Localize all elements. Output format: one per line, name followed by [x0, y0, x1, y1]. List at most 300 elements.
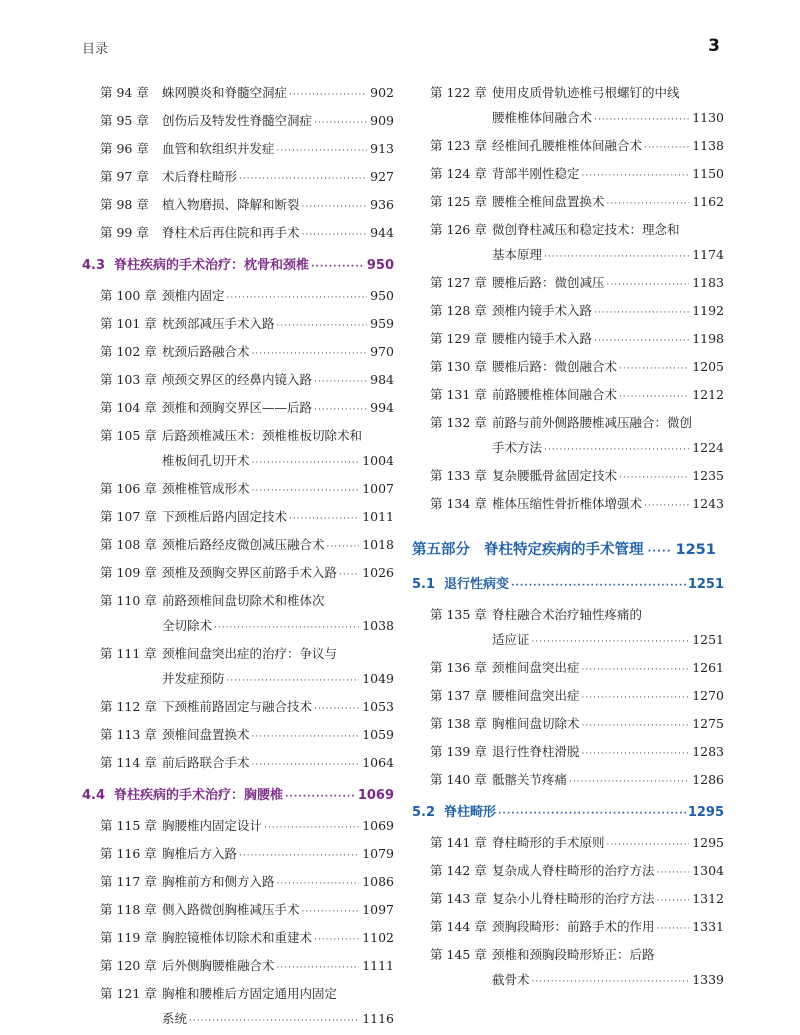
toc-entry[interactable]: [412, 133, 724, 161]
dot-leader: [314, 111, 367, 136]
chapter-title: 术后脊柱畸形: [162, 169, 238, 184]
chapter-title-block: [162, 80, 394, 108]
chapter-title: 血管和软组织并发症: [162, 141, 275, 156]
chapter-title-line: [162, 694, 394, 722]
chapter-number: 第 107 章: [100, 509, 157, 524]
chapter-title: 颈椎和颈胸交界区——后路: [162, 400, 313, 415]
chapter-title-line: [492, 242, 724, 270]
page-ref: 1295: [687, 805, 724, 820]
dot-leader: [314, 370, 367, 395]
toc-entry[interactable]: [412, 914, 724, 942]
chapter-title-line: [162, 504, 394, 532]
chapter-title: 全切除术: [162, 618, 213, 633]
dot-leader: [277, 872, 360, 897]
page-ref: 1251: [692, 632, 724, 647]
chapter-number: 第 126 章: [430, 222, 487, 237]
toc-entry[interactable]: [412, 270, 724, 298]
chapter-title-line: [162, 476, 394, 504]
chapter-title-line: [162, 423, 394, 448]
chapter-number: 第 135 章: [430, 607, 487, 622]
chapter-number: 第 137 章: [430, 688, 487, 703]
chapter-title-block: [492, 914, 724, 942]
toc-entry[interactable]: [412, 189, 724, 217]
chapter-title: 腰椎椎体间融合术: [492, 110, 593, 125]
chapter-number: 第 120 章: [100, 958, 157, 973]
chapter-number: 第 133 章: [430, 468, 487, 483]
toc-entry[interactable]: [82, 925, 394, 953]
chapter-title: 腰椎全椎间盘置换术: [492, 194, 605, 209]
toc-entry[interactable]: [82, 750, 394, 778]
chapter-title-line: [162, 841, 394, 869]
chapter-title-line: [492, 161, 724, 189]
chapter-title: 侧入路微创胸椎减压手术: [162, 902, 300, 917]
toc-entry[interactable]: [82, 813, 394, 841]
chapter-number: 第 102 章: [100, 344, 157, 359]
toc-right-column: [412, 80, 724, 995]
chapter-title-block: [492, 80, 724, 133]
chapter-title-block: [492, 683, 724, 711]
page-ref: 1270: [692, 688, 724, 703]
page-ref: 1086: [362, 874, 394, 889]
chapter-title: 骶髂关节疼痛: [492, 772, 568, 787]
toc-entry[interactable]: [82, 641, 394, 694]
chapter-title-block: [162, 925, 394, 953]
chapter-number: 第 111 章: [100, 646, 157, 661]
page-number: 3: [708, 36, 720, 56]
chapter-number: 第 123 章: [430, 138, 487, 153]
toc-entry[interactable]: [82, 504, 394, 532]
chapter-title: 腰椎后路：微创融合术: [492, 359, 618, 374]
chapter-number: 第 115 章: [100, 818, 157, 833]
toc-entry[interactable]: [82, 588, 394, 641]
page-ref: 1304: [692, 863, 724, 878]
chapter-title-line: [162, 925, 394, 953]
page-ref: 1049: [362, 671, 394, 686]
dot-leader: [289, 507, 359, 532]
chapter-number: 第 136 章: [430, 660, 487, 675]
toc-entry[interactable]: [412, 858, 724, 886]
page-ref: 970: [370, 344, 394, 359]
toc-entry[interactable]: [82, 80, 394, 108]
chapter-title-line: [492, 217, 724, 242]
chapter-title-block: [162, 192, 394, 220]
chapter-title: 胸椎和腰椎后方固定通用内固定: [162, 986, 338, 1001]
chapter-title-block: [162, 476, 394, 504]
page-ref: 1312: [692, 891, 724, 906]
chapter-title-line: [162, 897, 394, 925]
chapter-title: 退行性脊柱滑脱: [492, 744, 580, 759]
dot-leader: [582, 164, 690, 189]
section-number: 5.2: [412, 805, 436, 820]
dot-leader: [252, 451, 360, 476]
dot-leader: [582, 686, 690, 711]
toc-entry[interactable]: [82, 423, 394, 476]
chapter-title: 脊柱融合术治疗轴性疼痛的: [492, 607, 643, 622]
toc-entry[interactable]: [412, 463, 724, 491]
page-ref: 1183: [692, 275, 724, 290]
toc-entry[interactable]: [412, 711, 724, 739]
dot-leader: [314, 697, 359, 722]
chapter-title-line: [162, 164, 394, 192]
chapter-number: 第 116 章: [100, 846, 157, 861]
toc-entry[interactable]: [82, 476, 394, 504]
dot-leader: [289, 83, 367, 108]
page-ref: 1069: [357, 788, 394, 803]
chapter-title-block: [162, 339, 394, 367]
page-ref: 1283: [692, 744, 724, 759]
dot-leader: [285, 785, 356, 809]
chapter-number: 第 142 章: [430, 863, 487, 878]
part-title: 脊柱特定疾病的手术管理: [484, 542, 644, 558]
chapter-title: 颈椎椎管成形术: [162, 481, 250, 496]
chapter-title-line: [492, 858, 724, 886]
dot-leader: [644, 136, 689, 161]
toc-entry[interactable]: [412, 602, 724, 655]
chapter-number: 第 99 章: [100, 225, 149, 240]
page-ref: 1150: [692, 166, 724, 181]
chapter-number: 第 97 章: [100, 169, 149, 184]
chapter-title-block: [162, 164, 394, 192]
toc-entry[interactable]: [82, 311, 394, 339]
chapter-title-line: [162, 532, 394, 560]
dot-leader: [582, 742, 690, 767]
toc-entry[interactable]: [412, 739, 724, 767]
page-ref: 1130: [692, 110, 724, 125]
chapter-title-block: [492, 858, 724, 886]
chapter-number: 第 95 章: [100, 113, 149, 128]
chapter-number: 第 121 章: [100, 986, 157, 1001]
dot-leader: [227, 669, 360, 694]
chapter-title: 椎体压缩性骨折椎体增强术: [492, 496, 643, 511]
page-ref: 994: [370, 400, 394, 415]
chapter-title: 腰椎内镜手术入路: [492, 331, 593, 346]
toc-entry[interactable]: [412, 382, 724, 410]
chapter-title: 椎板间孔切开术: [162, 453, 250, 468]
page-ref: 1097: [362, 902, 394, 917]
dot-leader: [252, 753, 360, 778]
chapter-title-line: [492, 711, 724, 739]
chapter-title-line: [162, 339, 394, 367]
page-ref: 927: [370, 169, 394, 184]
section-number: 4.3: [82, 258, 106, 273]
chapter-title: 胸腰椎内固定设计: [162, 818, 263, 833]
chapter-title-line: [492, 683, 724, 711]
dot-leader: [619, 385, 689, 410]
page-ref: 1079: [362, 846, 394, 861]
chapter-title: 颈椎内镜手术入路: [492, 303, 593, 318]
chapter-title: 适应证: [492, 632, 530, 647]
chapter-title-block: [162, 981, 394, 1034]
page-ref: 1275: [692, 716, 724, 731]
chapter-title: 复杂小儿脊柱畸形的治疗方法: [492, 891, 655, 906]
chapter-title-line: [492, 463, 724, 491]
chapter-title-line: [492, 886, 724, 914]
section-heading[interactable]: [82, 254, 394, 279]
chapter-title: 颈椎间盘置换术: [162, 727, 250, 742]
toc-entry[interactable]: [412, 161, 724, 189]
dot-leader: [264, 816, 359, 841]
chapter-title-line: [492, 382, 724, 410]
chapter-title: 腰椎间盘突出症: [492, 688, 580, 703]
dot-leader: [532, 970, 690, 995]
chapter-title-block: [492, 382, 724, 410]
chapter-number: 第 145 章: [430, 947, 487, 962]
chapter-title-block: [162, 841, 394, 869]
chapter-title: 颈椎间盘突出症: [492, 660, 580, 675]
chapter-number: 第 118 章: [100, 902, 157, 917]
page-ref: 1026: [362, 565, 394, 580]
chapter-number: 第 128 章: [430, 303, 487, 318]
chapter-title-line: [492, 655, 724, 683]
toc-entry[interactable]: [82, 841, 394, 869]
chapter-title-line: [162, 1006, 394, 1034]
chapter-title: 背部半刚性稳定: [492, 166, 580, 181]
toc-entry[interactable]: [82, 108, 394, 136]
dot-leader: [252, 342, 368, 367]
chapter-title-line: [162, 311, 394, 339]
chapter-title: 枕颈后路融合术: [162, 344, 250, 359]
toc-entry[interactable]: [82, 136, 394, 164]
chapter-title-line: [492, 80, 724, 105]
chapter-title-block: [162, 395, 394, 423]
chapter-number: 第 124 章: [430, 166, 487, 181]
chapter-title-line: [162, 108, 394, 136]
page-ref: 950: [370, 288, 394, 303]
dot-leader: [498, 802, 686, 826]
chapter-title-line: [162, 722, 394, 750]
toc-entry[interactable]: [82, 722, 394, 750]
dot-leader: [252, 725, 360, 750]
chapter-title-block: [162, 367, 394, 395]
toc-entry[interactable]: [82, 897, 394, 925]
chapter-title: 截骨术: [492, 972, 530, 987]
page-ref: 1102: [362, 930, 394, 945]
dot-leader: [277, 139, 368, 164]
toc-entry[interactable]: [82, 395, 394, 423]
page-ref: 944: [370, 225, 394, 240]
toc-entry[interactable]: [82, 283, 394, 311]
chapter-number: 第 106 章: [100, 481, 157, 496]
chapter-title: 前后路联合手术: [162, 755, 250, 770]
part-heading[interactable]: [412, 537, 724, 565]
chapter-title: 前路颈椎间盘切除术和椎体次: [162, 593, 325, 608]
section-title: 退行性病变: [444, 577, 510, 592]
chapter-title-line: [492, 491, 724, 519]
page-ref: 1251: [675, 542, 716, 558]
page-ref: 936: [370, 197, 394, 212]
toc-entry[interactable]: [82, 953, 394, 981]
dot-leader: [607, 192, 690, 217]
page-ref: 1331: [692, 919, 724, 934]
dot-leader: [532, 630, 690, 655]
toc-entry[interactable]: [82, 869, 394, 897]
toc-entry[interactable]: [412, 80, 724, 133]
dot-leader: [314, 398, 367, 423]
chapter-title: 颈椎间盘突出症的治疗：争议与: [162, 646, 338, 661]
toc-entry[interactable]: [412, 298, 724, 326]
chapter-title-block: [492, 942, 724, 995]
toc-entry[interactable]: [82, 220, 394, 248]
chapter-number: 第 140 章: [430, 772, 487, 787]
toc-entry[interactable]: [82, 192, 394, 220]
page-ref: 1038: [362, 618, 394, 633]
section-heading[interactable]: [412, 573, 724, 598]
chapter-title: 微创脊柱减压和稳定技术：理念和: [492, 222, 680, 237]
dot-leader: [189, 1009, 359, 1034]
section-heading[interactable]: [82, 784, 394, 809]
chapter-title: 蛛网膜炎和脊髓空洞症: [162, 85, 288, 100]
chapter-title-line: [162, 367, 394, 395]
toc-entry[interactable]: [412, 217, 724, 270]
toc-entry[interactable]: [82, 339, 394, 367]
chapter-title-line: [162, 283, 394, 311]
chapter-number: 第 100 章: [100, 288, 157, 303]
dot-leader: [594, 301, 689, 326]
chapter-title-block: [492, 410, 724, 463]
chapter-title-line: [492, 739, 724, 767]
chapter-title-block: [162, 897, 394, 925]
chapter-number: 第 143 章: [430, 891, 487, 906]
page-ref: 1053: [362, 699, 394, 714]
section-number: 4.4: [82, 788, 106, 803]
dot-leader: [594, 329, 689, 354]
page-ref: 950: [366, 258, 394, 273]
chapter-number: 第 96 章: [100, 141, 149, 156]
toc-entry[interactable]: [82, 367, 394, 395]
chapter-title: 下颈椎后路内固定技术: [162, 509, 288, 524]
chapter-number: 第 114 章: [100, 755, 157, 770]
toc-entry[interactable]: [412, 326, 724, 354]
chapter-number: 第 94 章: [100, 85, 149, 100]
chapter-title: 经椎间孔腰椎椎体间融合术: [492, 138, 643, 153]
toc-entry[interactable]: [412, 683, 724, 711]
chapter-number: 第 129 章: [430, 331, 487, 346]
chapter-title-block: [492, 326, 724, 354]
chapter-title: 颅颈交界区的经鼻内镜入路: [162, 372, 313, 387]
chapter-title-line: [162, 560, 394, 588]
page-ref: 1162: [692, 194, 724, 209]
chapter-number: 第 113 章: [100, 727, 157, 742]
chapter-title-line: [162, 869, 394, 897]
page-ref: 1192: [692, 303, 724, 318]
chapter-title-line: [492, 326, 724, 354]
chapter-title-block: [492, 270, 724, 298]
chapter-number: 第 117 章: [100, 874, 157, 889]
chapter-title-line: [162, 192, 394, 220]
page-ref: 1243: [692, 496, 724, 511]
chapter-title-block: [162, 750, 394, 778]
toc-entry[interactable]: [412, 767, 724, 795]
chapter-title-block: [492, 602, 724, 655]
chapter-title: 脊柱术后再住院和再手术: [162, 225, 300, 240]
toc-entry[interactable]: [412, 830, 724, 858]
page-ref: 1261: [692, 660, 724, 675]
chapter-title-line: [492, 830, 724, 858]
dot-leader: [311, 255, 365, 279]
chapter-title-block: [162, 136, 394, 164]
toc-entry[interactable]: [82, 560, 394, 588]
chapter-title: 颈椎及颈胸交界区前路手术入路: [162, 565, 338, 580]
toc-entry[interactable]: [412, 886, 724, 914]
page-ref: 1205: [692, 359, 724, 374]
chapter-title-line: [492, 627, 724, 655]
dot-leader: [657, 917, 690, 942]
dot-leader: [544, 245, 689, 270]
chapter-title-line: [162, 220, 394, 248]
chapter-title-block: [492, 463, 724, 491]
toc-entry[interactable]: [412, 491, 724, 519]
section-heading[interactable]: [412, 801, 724, 826]
chapter-number: 第 108 章: [100, 537, 157, 552]
toc-entry[interactable]: [412, 410, 724, 463]
section-title: 脊柱疾病的手术治疗：枕骨和颈椎: [114, 258, 310, 273]
page-ref: 1286: [692, 772, 724, 787]
chapter-title-block: [492, 161, 724, 189]
page-ref: 1235: [692, 468, 724, 483]
page-ref: 1069: [362, 818, 394, 833]
chapter-title-block: [162, 694, 394, 722]
chapter-title-line: [162, 953, 394, 981]
dot-leader: [607, 833, 690, 858]
chapter-title-line: [162, 666, 394, 694]
dot-leader: [302, 900, 360, 925]
chapter-title-block: [492, 767, 724, 795]
chapter-title-block: [162, 283, 394, 311]
page-ref: 984: [370, 372, 394, 387]
toc-entry[interactable]: [82, 694, 394, 722]
toc-entry[interactable]: [82, 981, 394, 1034]
chapter-title: 脊柱畸形的手术原则: [492, 835, 605, 850]
chapter-number: 第 138 章: [430, 716, 487, 731]
section-number: 5.1: [412, 577, 436, 592]
chapter-title-line: [492, 435, 724, 463]
chapter-title-line: [492, 942, 724, 967]
page-ref: 913: [370, 141, 394, 156]
chapter-number: 第 105 章: [100, 428, 157, 443]
chapter-title-line: [162, 80, 394, 108]
toc-entry[interactable]: [412, 354, 724, 382]
chapter-title-block: [492, 298, 724, 326]
dot-leader: [644, 494, 689, 519]
chapter-title: 胸椎前方和侧方入路: [162, 874, 275, 889]
chapter-title-block: [492, 711, 724, 739]
chapter-title-block: [492, 354, 724, 382]
page-ref: 1251: [687, 577, 724, 592]
chapter-number: 第 125 章: [430, 194, 487, 209]
chapter-title-line: [162, 813, 394, 841]
chapter-title: 基本原理: [492, 247, 543, 262]
chapter-title: 后路颈椎减压术：颈椎椎板切除术和: [162, 428, 363, 443]
chapter-title-line: [492, 105, 724, 133]
toc-entry[interactable]: [412, 655, 724, 683]
toc-entry[interactable]: [82, 532, 394, 560]
dot-leader: [339, 563, 359, 588]
chapter-title-line: [492, 133, 724, 161]
toc-entry[interactable]: [82, 164, 394, 192]
dot-leader: [619, 466, 689, 491]
chapter-title: 胸椎间盘切除术: [492, 716, 580, 731]
chapter-title-line: [492, 767, 724, 795]
chapter-title-block: [492, 655, 724, 683]
chapter-title-block: [162, 532, 394, 560]
chapter-title-block: [492, 217, 724, 270]
toc-entry[interactable]: [412, 942, 724, 995]
chapter-number: 第 119 章: [100, 930, 157, 945]
chapter-title-line: [492, 602, 724, 627]
chapter-title-block: [492, 830, 724, 858]
toc-left-column: [82, 80, 394, 1034]
page-ref: 1018: [362, 537, 394, 552]
